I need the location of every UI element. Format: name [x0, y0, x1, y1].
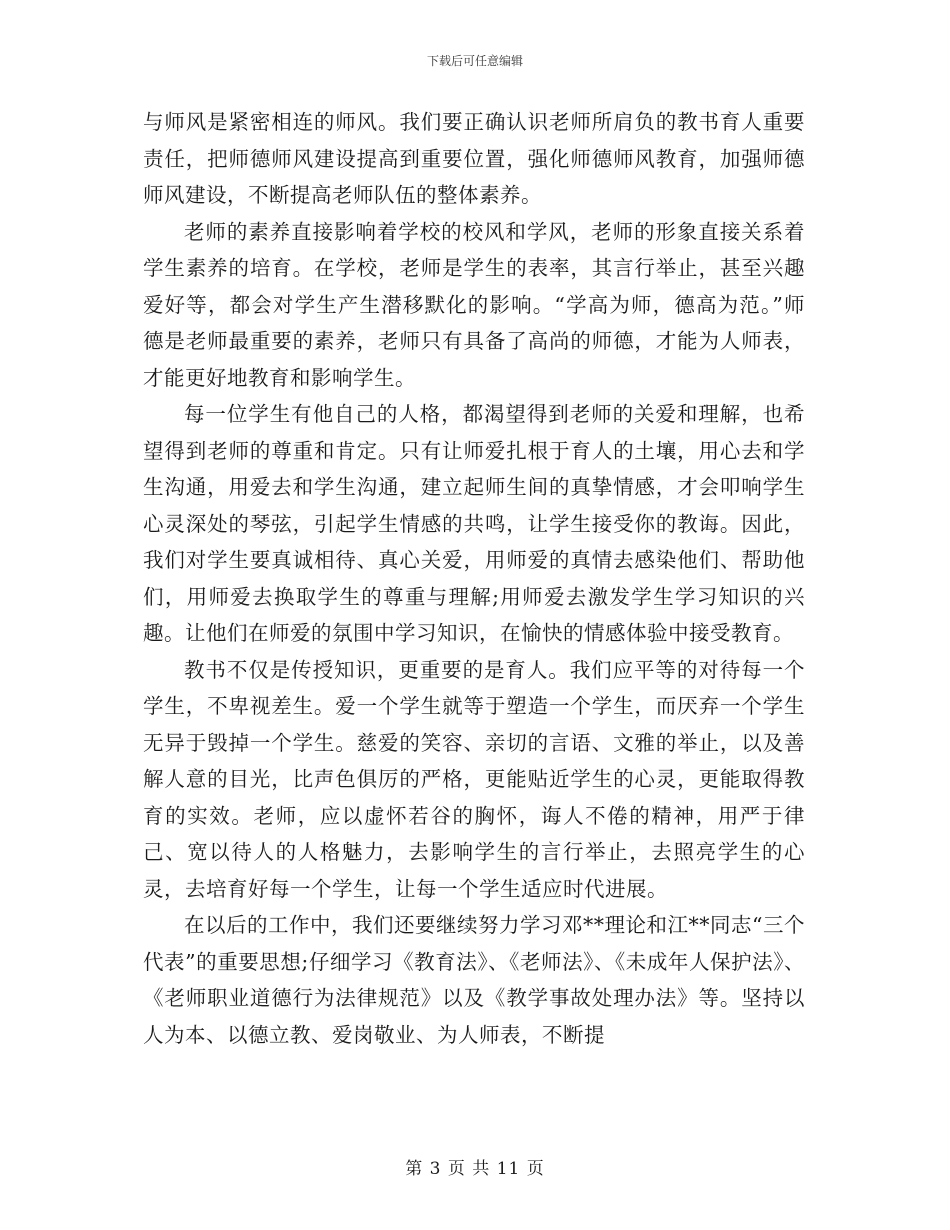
page-header: 下载后可任意编辑 — [426, 54, 523, 68]
paragraph-2: 老师的素养直接影响着学校的校风和学风，老师的形象直接关系着学生素养的培育。在学校，老师是学生的表率，其言行举止，甚至兴趣爱好等，都会对学生产生潜移默化的影响。“学高为师，德高为范。”师德是老师最重要的素养，老师只有具备了高尚的师德，才能为人师表，才能更好地教育和影响学生。 — [143, 219, 805, 390]
paragraph-5: 在以后的工作中，我们还要继续努力学习邓**理论和江**同志“三个代表”的重要思想;仔细学习《教育法》、《老师法》、《未成年人保护法》、《老师职业道德行为法律规范》以及《教学事故处理办法》等。坚持以人为本、以德立教、爱岗敬业、为人师表，不断提 — [143, 913, 805, 1047]
document-body — [143, 104, 805, 1053]
page-footer: 第 3 页 共 11 页 — [405, 1159, 545, 1179]
paragraph-4: 教书不仅是传授知识，更重要的是育人。我们应平等的对待每一个学生，不卑视差生。爱一个学生就等于塑造一个学生，而厌弃一个学生无异于毁掉一个学生。慈爱的笑容、亲切的言语、文雅的举止，以及善解人意的目光，比声色俱厉的严格，更能贴近学生的心灵，更能取得教育的实效。老师，应以虚怀若谷的胸怀，诲人不倦的精神，用严于律己、宽以待人的人格魅力，去影响学生的言行举止，去照亮学生的心灵，去培育好每一个学生，让每一个学生适应时代进展。 — [143, 657, 805, 901]
paragraph-3: 每一位学生有他自己的人格，都渴望得到老师的关爱和理解，也希望得到老师的尊重和肯定。只有让师爱扎根于育人的土壤，用心去和学生沟通，用爱去和学生沟通，建立起师生间的真挚情感，才会叩响学生心灵深处的琴弦，引起学生情感的共鸣，让学生接受你的教诲。因此，我们对学生要真诚相待、真心关爱，用师爱的真情去感染他们、帮助他们，用师爱去换取学生的尊重与理解;用师爱去激发学生学习知识的兴趣。让他们在师爱的氛围中学习知识，在愉快的情感体验中接受教育。 — [143, 402, 805, 645]
paragraph-1: 与师风是紧密相连的师风。我们要正确认识老师所肩负的教书育人重要责任，把师德师风建设提高到重要位置，强化师德师风教育，加强师德师风建设，不断提高老师队伍的整体素养。 — [143, 110, 805, 207]
